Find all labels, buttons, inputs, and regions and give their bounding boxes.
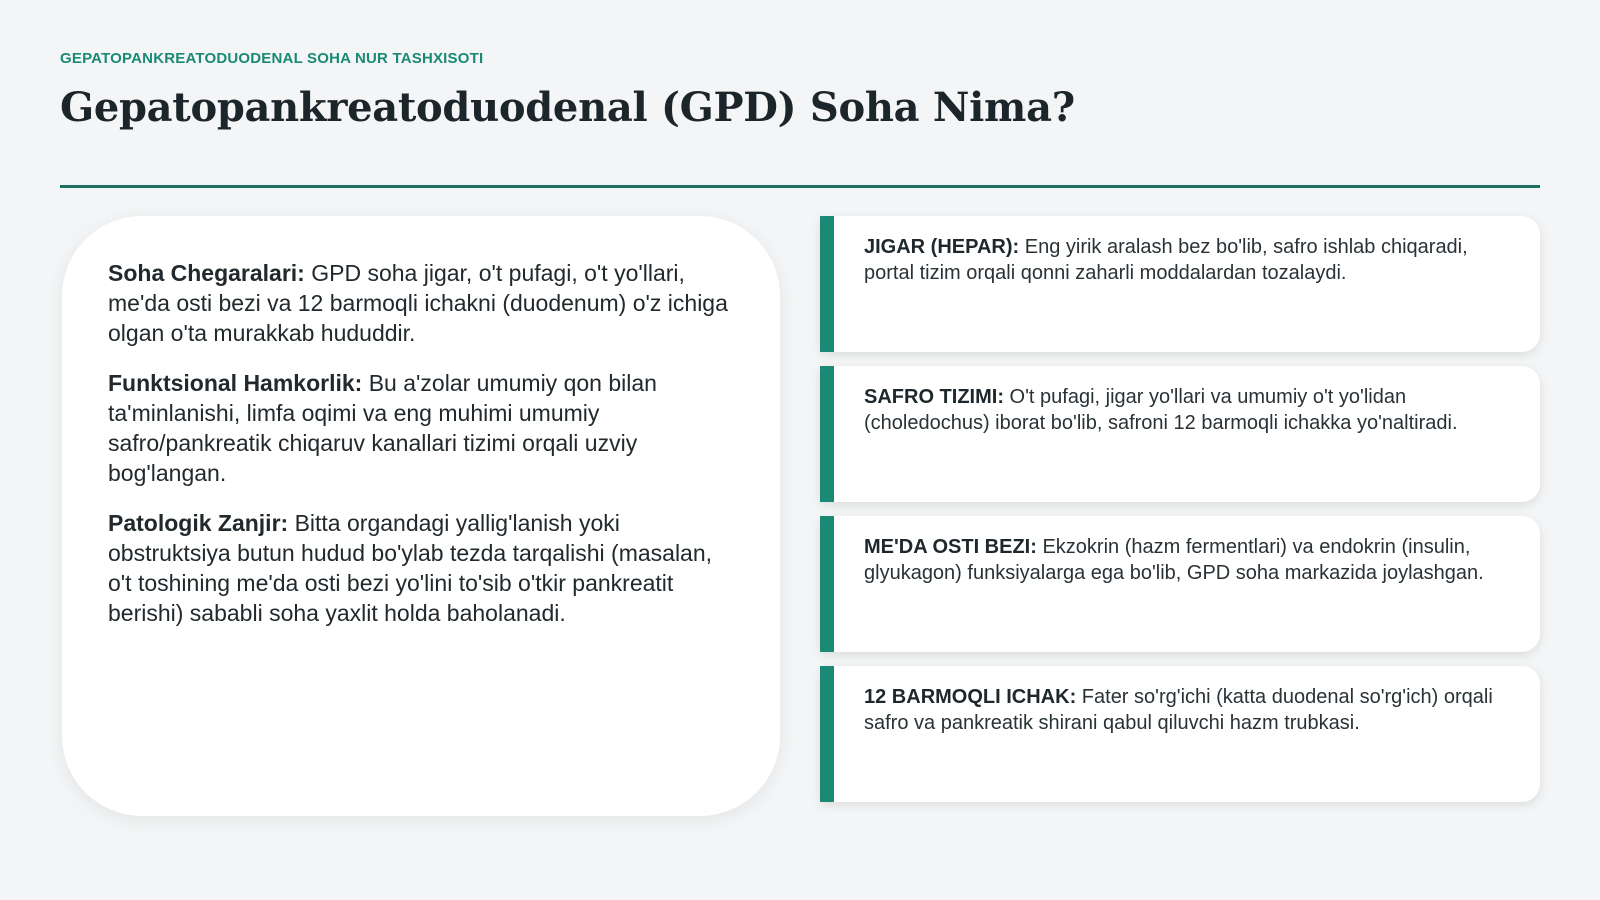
organ-list bbox=[820, 216, 1540, 816]
paragraph-body: Bitta organdagi yallig'lanish yoki obstruktsiya butun hudud bo'ylab tezda tarqalishi (masalan, o't toshining me'da osti bezi yo'lini to'sib o'tkir pankreatit berishi) sababli soha yaxlit holda baholanadi. bbox=[108, 510, 713, 626]
overview-paragraph-cooperation bbox=[108, 368, 734, 488]
organ-card-text bbox=[864, 384, 1504, 436]
organ-card-body: Ekzokrin (hazm fermentlari) va endokrin (insulin, glyukagon) funksiyalarga ega bo'lib, GPD soha markazida joylashgan. bbox=[864, 536, 1484, 584]
accent-bar bbox=[820, 366, 834, 502]
accent-bar bbox=[820, 216, 834, 352]
organ-card-title: SAFRO TIZIMI: bbox=[864, 386, 1004, 408]
title-divider bbox=[60, 185, 1540, 188]
paragraph-body: GPD soha jigar, o't pufagi, o't yo'llari, me'da osti bezi va 12 barmoqli ichakni (duodenum) o'z ichiga olgan o'ta murakkab hududdir. bbox=[108, 260, 728, 346]
accent-bar bbox=[820, 516, 834, 652]
organ-card-title: ME'DA OSTI BEZI: bbox=[864, 536, 1037, 558]
organ-card-text bbox=[864, 684, 1504, 736]
overview-card bbox=[62, 216, 780, 816]
organ-card-body: O't pufagi, jigar yo'llari va umumiy o't yo'lidan (choledochus) iborat bo'lib, safroni 12 barmoqli ichakka yo'naltiradi. bbox=[864, 386, 1458, 434]
section-kicker: GEPATOPANKREATODUODENAL SOHA NUR TASHXISOTI bbox=[60, 50, 484, 67]
paragraph-lead: Funktsional Hamkorlik: bbox=[108, 370, 363, 396]
organ-card-text bbox=[864, 234, 1504, 286]
organ-card-biliary bbox=[820, 366, 1540, 502]
accent-bar bbox=[820, 666, 834, 802]
organ-card-pancreas bbox=[820, 516, 1540, 652]
overview-paragraph-boundaries bbox=[108, 258, 734, 348]
organ-card-title: 12 BARMOQLI ICHAK: bbox=[864, 686, 1077, 708]
organ-card-text bbox=[864, 534, 1504, 586]
page-title: Gepatopankreatoduodenal (GPD) Soha Nima? bbox=[60, 84, 1075, 131]
organ-card-body: Fater so'rg'ichi (katta duodenal so'rg'ich) orqali safro va pankreatik shirani qabul qiluvchi hazm trubkasi. bbox=[864, 686, 1493, 734]
organ-card-title: JIGAR (HEPAR): bbox=[864, 236, 1020, 258]
organ-card-body: Eng yirik aralash bez bo'lib, safro ishlab chiqaradi, portal tizim orqali qonni zaharli moddalardan tozalaydi. bbox=[864, 236, 1468, 284]
organ-card-liver bbox=[820, 216, 1540, 352]
paragraph-body: Bu a'zolar umumiy qon bilan ta'minlanishi, limfa oqimi va eng muhimi umumiy safro/pankreatik chiqaruv kanallari tizimi orqali uzviy bog'langan. bbox=[108, 370, 657, 486]
overview-paragraph-pathology bbox=[108, 508, 734, 628]
paragraph-lead: Soha Chegaralari: bbox=[108, 260, 305, 286]
paragraph-lead: Patologik Zanjir: bbox=[108, 510, 289, 536]
organ-card-duodenum bbox=[820, 666, 1540, 802]
